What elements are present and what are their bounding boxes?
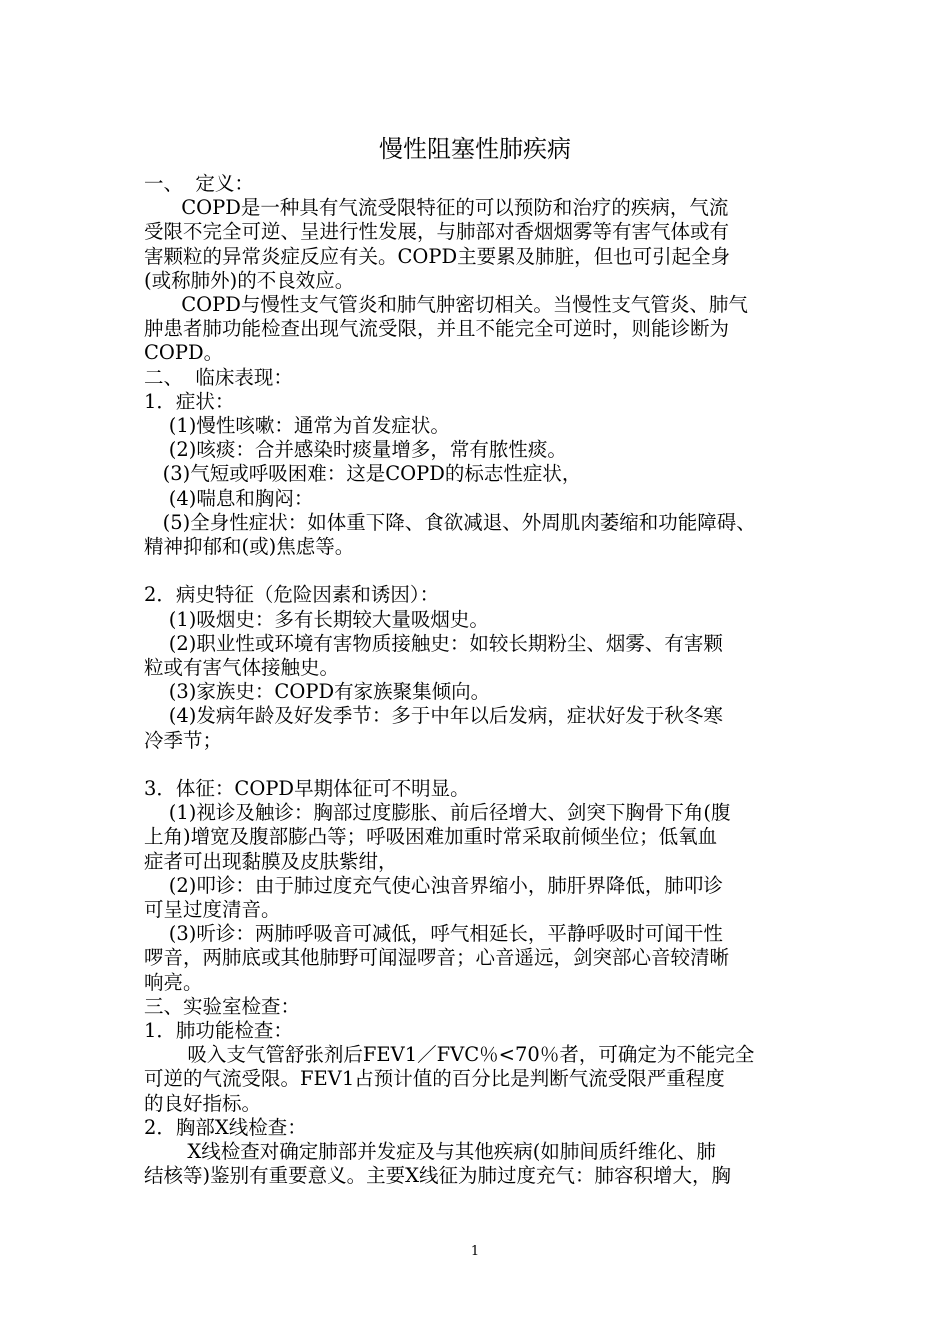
text-line: 吸入支气管舒张剂后FEV1／FVC％<70％者，可确定为不能完全 (144, 1043, 755, 1067)
text-line: 一、 定义： (144, 172, 254, 195)
text-line: 上角)增宽及腹部膨凸等；呼吸困难加重时常采取前倾坐位；低氧血 (144, 825, 718, 849)
text-line: 2．胸部X线检查： (144, 1115, 307, 1139)
page-number: 1 (470, 1244, 480, 1259)
text-line: (4)喘息和胸闷： (144, 486, 314, 510)
text-line: 症者可出现黏膜及皮肤紫绀， (144, 849, 398, 873)
text-line: (1)视诊及触诊：胸部过度膨胀、前后径增大、剑突下胸骨下角(腹 (144, 801, 731, 825)
text-line: 可逆的气流受限。FEV1占预计值的百分比是判断气流受限严重程度 (144, 1067, 725, 1091)
text-line: 受限不完全可逆、呈进行性发展，与肺部对香烟烟雾等有害气体或有 (144, 220, 730, 244)
text-line: (3)家族史：COPD有家族聚集倾向。 (144, 680, 491, 704)
text-line: (2)职业性或环境有害物质接触史：如较长期粉尘、烟雾、有害颗 (144, 631, 723, 655)
text-line: 结核等)鉴别有重要意义。主要X线征为肺过度充气：肺容积增大，胸 (144, 1164, 731, 1188)
text-line: 粒或有害气体接触史。 (144, 656, 340, 679)
text-line: 害颗粒的异常炎症反应有关。COPD主要累及肺脏，但也可引起全身 (144, 244, 731, 268)
text-line: 啰音，两肺底或其他肺野可闻湿啰音；心音遥远，剑突部心音较清晰 (144, 946, 730, 970)
text-line: 冷季节； (144, 728, 223, 752)
text-line: 肿患者肺功能检查出现气流受限，并且不能完全可逆时，则能诊断为 (144, 317, 730, 341)
text-line: 2．病史特征（危险因素和诱因）： (144, 583, 440, 607)
text-line: (3)气短或呼吸困难：这是COPD的标志性症状， (144, 462, 582, 486)
text-line: (2)咳痰：合并感染时痰量增多，常有脓性痰。 (144, 438, 567, 462)
text-line: (2)叩诊：由于肺过度充气使心浊音界缩小，肺肝界降低，肺叩诊 (144, 873, 723, 897)
text-line: (5)全身性症状：如体重下降、食欲减退、外周肌肉萎缩和功能障碍、 (144, 510, 756, 534)
text-line: 可呈过度清音。 (144, 898, 281, 921)
text-line: 1．肺功能检查： (144, 1019, 293, 1042)
text-line: X线检查对确定肺部并发症及与其他疾病(如肺间质纤维化、肺 (144, 1140, 716, 1163)
document-title: 慢性阻塞性肺疾病 (379, 135, 571, 163)
text-line: 三、实验室检查： (144, 994, 301, 1018)
text-line: COPD。 (144, 341, 224, 365)
text-line: 3．体征：COPD早期体征可不明显。 (144, 777, 470, 800)
text-line: (或称肺外)的不良效应。 (144, 268, 355, 292)
text-line: COPD与慢性支气管炎和肺气肿密切相关。当慢性支气管炎、肺气 (144, 293, 748, 316)
text-line: (1)吸烟史：多有长期较大量吸烟史。 (144, 607, 489, 631)
text-line: (1)慢性咳嗽：通常为首发症状。 (144, 414, 450, 437)
text-line: 1．症状： (144, 389, 235, 413)
text-line: (4)发病年龄及好发季节：多于中年以后发病，症状好发于秋冬寒 (144, 704, 723, 728)
text-line: 响亮。 (144, 970, 203, 994)
text-line: 的良好指标。 (144, 1091, 262, 1115)
text-line: 二、 临床表现： (144, 365, 293, 389)
text-line: 精神抑郁和(或)焦虑等。 (144, 535, 355, 558)
text-line: COPD是一种具有气流受限特征的可以预防和治疗的疾病，气流 (144, 196, 729, 220)
text-line: (3)听诊：两肺呼吸音可减低，呼气相延长，平静呼吸时可闻干性 (144, 922, 723, 946)
